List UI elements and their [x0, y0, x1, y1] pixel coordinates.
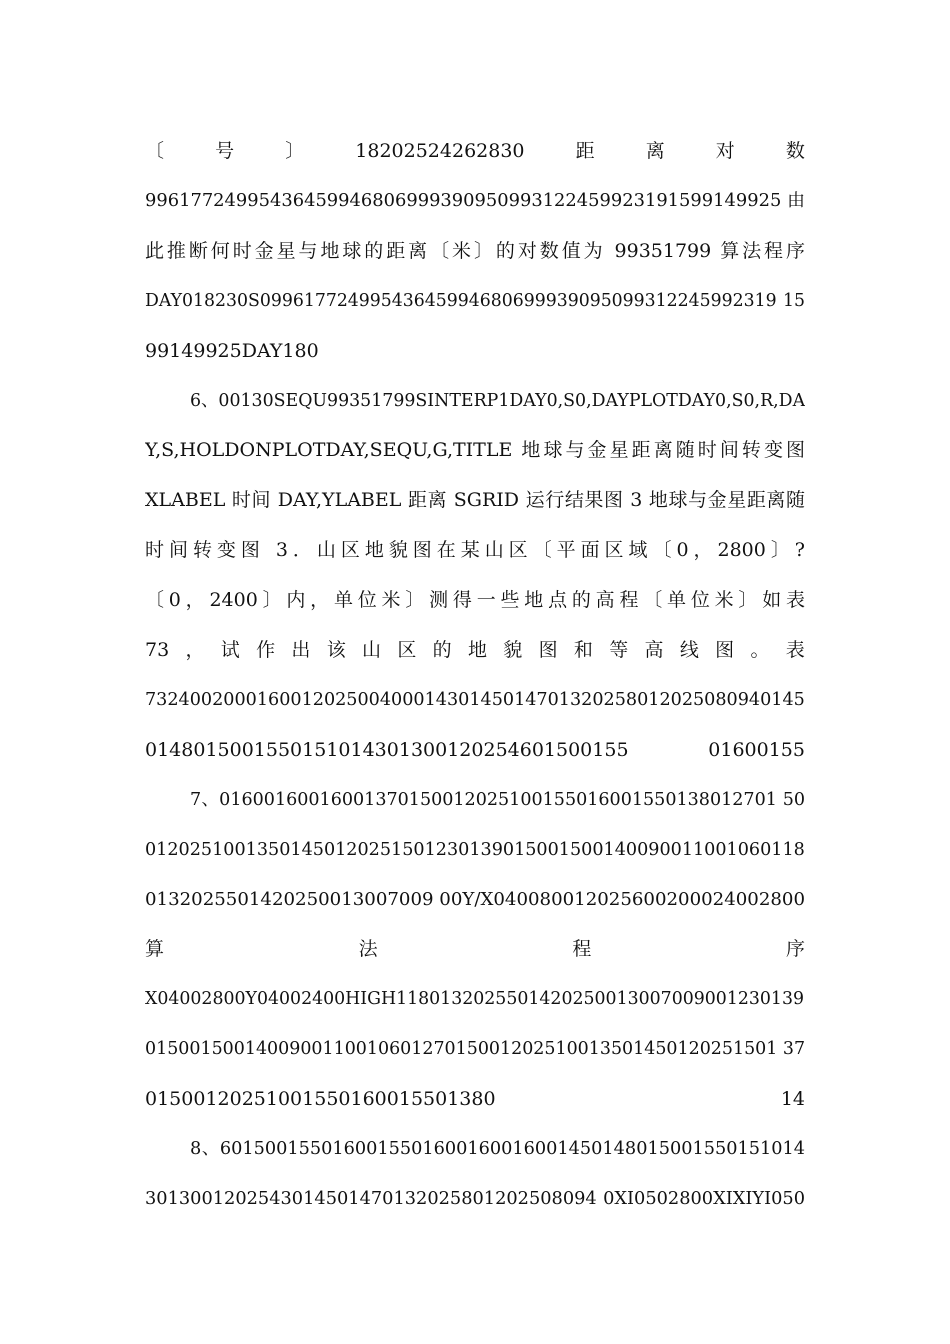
text-line [145, 937, 805, 961]
text-token: 算 [145, 938, 165, 960]
text-line: 时间转变图 3．山区地貌图在某山区〔平面区域〔0，2800〕? [145, 539, 805, 561]
text-token: 山 [362, 639, 382, 661]
text-line: 8、6015001550160015501600160016001450148015001550151014 [190, 1139, 805, 1159]
text-token: 法 [358, 938, 378, 960]
text-line: 3013001202543014501470132025801202508094 0XI0502800XIXIYI050 [145, 1189, 805, 1209]
text-token: 该 [326, 639, 346, 661]
text-line: 6、00130SEQU99351799SINTERP1DAY0,S0,DAYPLOTDAY0,S0,R,DA [190, 391, 805, 411]
text-token: 和 [573, 639, 593, 661]
text-token: 表 [785, 639, 805, 661]
text-token: 等 [609, 639, 629, 661]
text-token: 离 [645, 140, 665, 162]
text-token: 距 [575, 140, 595, 162]
text-line: 0148015001550151014301300120254601500155 01600155 [145, 739, 805, 761]
text-token: 。 [750, 639, 770, 661]
text-token: 作 [256, 639, 276, 661]
text-token: 区 [397, 639, 417, 661]
text-token: 序 [785, 938, 805, 960]
text-line: 01202510013501450120251501230139015001500140090011001060118 [145, 840, 805, 860]
text-line: 73240020001600120250040001430145014701320258012025080940145 [145, 690, 805, 710]
text-line: 99617724995436459946806999390950993122459923191599149925 由 [145, 190, 805, 211]
text-line: 此推断何时金星与地球的距离〔米〕的对数值为 99351799 算法程序 [145, 240, 805, 262]
text-line: XLABEL 时间 DAY,YLABEL 距离 SGRID 运行结果图 3 地球与金星距离随 [145, 489, 805, 511]
text-token: 貌 [503, 639, 523, 661]
text-line: 0132025501420250013007009 00Y/X040080012025600200024002800 [145, 889, 805, 910]
text-token: 18202524262830 [355, 140, 525, 162]
text-token: 程 [572, 938, 592, 960]
text-token: 图 [538, 639, 558, 661]
text-token: 73 [145, 639, 170, 661]
text-line: 〔0，2400〕内，单位米〕测得一些地点的高程〔单位米〕如表 [145, 589, 805, 611]
text-token: 线 [679, 639, 699, 661]
text-token: 对 [715, 140, 735, 162]
text-token: 地 [467, 639, 487, 661]
text-line: DAY018230S09961772499543645994680699939095099312245992319 15 [145, 291, 805, 311]
text-line: 015001500140090011001060127015001202510013501450120251501 37 [145, 1039, 805, 1059]
text-line [145, 638, 805, 662]
text-line: 01500120251001550160015501380 14 [145, 1088, 805, 1110]
text-token: 的 [432, 639, 452, 661]
text-token: 〔 [145, 140, 165, 162]
text-token: 试 [220, 639, 240, 661]
text-token: 数 [785, 140, 805, 162]
text-token: 出 [291, 639, 311, 661]
text-token: 号 [215, 140, 235, 162]
text-line: 99149925DAY180 [145, 340, 319, 362]
text-token: 高 [644, 639, 664, 661]
text-token: 〕 [285, 140, 305, 162]
text-line: X04002800Y04002400HIGH1180132025501420250013007009001230139 [145, 989, 804, 1009]
text-line: Y,S,HOLDONPLOTDAY,SEQU,G,TITLE 地球与金星距离随时间转变图 [145, 439, 805, 461]
text-line: 7、01600160016001370150012025100155016001550138012701 50 [190, 790, 805, 810]
text-token: ， [185, 639, 205, 661]
text-token: 图 [715, 639, 735, 661]
text-line [145, 139, 805, 163]
